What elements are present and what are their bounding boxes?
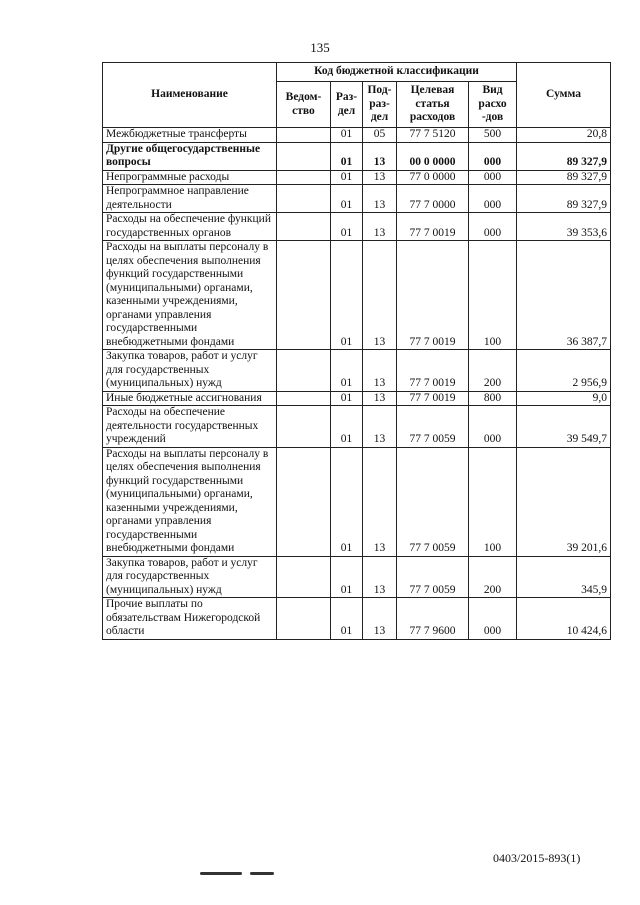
row-ved — [277, 128, 331, 143]
row-vid: 000 — [469, 406, 517, 448]
table-row — [103, 128, 611, 143]
row-vid: 200 — [469, 350, 517, 392]
row-ved — [277, 142, 331, 170]
row-sum: 89 327,9 — [517, 185, 611, 213]
header-ved: Ведом-ство — [277, 82, 331, 128]
row-razdel: 01 — [331, 447, 363, 556]
header-podrazdel: Под-раз-дел — [363, 82, 397, 128]
table-row — [103, 185, 611, 213]
row-sum: 2 956,9 — [517, 350, 611, 392]
row-vid: 000 — [469, 213, 517, 241]
table-row — [103, 241, 611, 350]
table-row — [103, 142, 611, 170]
row-name: Расходы на выплаты персоналу в целях обеспечения выполнения функций государственными (муниципальными) органами, казенными учреждениями, органами управления государственными внебюджетными фондами — [103, 241, 277, 350]
row-sum: 10 424,6 — [517, 598, 611, 640]
row-razdel: 01 — [331, 598, 363, 640]
row-name: Межбюджетные трансферты — [103, 128, 277, 143]
row-sum: 39 353,6 — [517, 213, 611, 241]
row-podrazdel: 13 — [363, 391, 397, 406]
table-row — [103, 598, 611, 640]
row-target: 77 7 0019 — [397, 213, 469, 241]
row-razdel: 01 — [331, 170, 363, 185]
row-name: Расходы на обеспечение функций государственных органов — [103, 213, 277, 241]
row-name: Закупка товаров, работ и услуг для государственных (муниципальных) нужд — [103, 556, 277, 598]
row-podrazdel: 13 — [363, 170, 397, 185]
scan-artifact-mark — [200, 872, 242, 875]
header-sum: Сумма — [517, 63, 611, 128]
row-vid: 100 — [469, 241, 517, 350]
row-podrazdel: 13 — [363, 142, 397, 170]
row-razdel: 01 — [331, 406, 363, 448]
row-vid: 000 — [469, 598, 517, 640]
row-vid: 000 — [469, 170, 517, 185]
row-vid: 000 — [469, 185, 517, 213]
row-target: 77 7 0019 — [397, 350, 469, 392]
row-ved — [277, 447, 331, 556]
scan-artifact-mark — [250, 872, 274, 875]
row-sum: 89 327,9 — [517, 170, 611, 185]
row-ved — [277, 185, 331, 213]
row-target: 00 0 0000 — [397, 142, 469, 170]
row-sum: 39 201,6 — [517, 447, 611, 556]
row-target: 77 7 0059 — [397, 447, 469, 556]
table-row — [103, 170, 611, 185]
table-row — [103, 391, 611, 406]
header-vid: Вид расхо -дов — [469, 82, 517, 128]
table-row — [103, 447, 611, 556]
row-name: Закупка товаров, работ и услуг для государственных (муниципальных) нужд — [103, 350, 277, 392]
row-target: 77 0 0000 — [397, 170, 469, 185]
header-name: Наименование — [103, 63, 277, 128]
header-code-group: Код бюджетной классификации — [277, 63, 517, 82]
row-vid: 800 — [469, 391, 517, 406]
row-ved — [277, 598, 331, 640]
row-ved — [277, 170, 331, 185]
row-sum: 39 549,7 — [517, 406, 611, 448]
row-sum: 36 387,7 — [517, 241, 611, 350]
row-target: 77 7 0059 — [397, 406, 469, 448]
row-target: 77 7 9600 — [397, 598, 469, 640]
table-row — [103, 213, 611, 241]
row-ved — [277, 406, 331, 448]
row-podrazdel: 13 — [363, 598, 397, 640]
row-sum: 20,8 — [517, 128, 611, 143]
row-ved — [277, 391, 331, 406]
row-podrazdel: 13 — [363, 556, 397, 598]
row-ved — [277, 350, 331, 392]
row-podrazdel: 13 — [363, 406, 397, 448]
row-sum: 345,9 — [517, 556, 611, 598]
row-podrazdel: 13 — [363, 185, 397, 213]
row-name: Непрограммные расходы — [103, 170, 277, 185]
row-podrazdel: 13 — [363, 241, 397, 350]
row-name: Иные бюджетные ассигнования — [103, 391, 277, 406]
row-podrazdel: 05 — [363, 128, 397, 143]
row-razdel: 01 — [331, 350, 363, 392]
row-sum: 89 327,9 — [517, 142, 611, 170]
row-name: Расходы на обеспечение деятельности государственных учреждений — [103, 406, 277, 448]
row-target: 77 7 5120 — [397, 128, 469, 143]
row-razdel: 01 — [331, 241, 363, 350]
row-vid: 200 — [469, 556, 517, 598]
row-podrazdel: 13 — [363, 350, 397, 392]
budget-table — [102, 62, 611, 640]
row-ved — [277, 241, 331, 350]
row-sum: 9,0 — [517, 391, 611, 406]
row-target: 77 7 0019 — [397, 391, 469, 406]
row-podrazdel: 13 — [363, 213, 397, 241]
row-name: Расходы на выплаты персоналу в целях обеспечения выполнения функций государственными (муниципальными) органами, казенными учреждениями, органами управления государственными внебюджетными фондами — [103, 447, 277, 556]
table-row — [103, 556, 611, 598]
document-number: 0403/2015-893(1) — [493, 851, 581, 865]
header-target: Целевая статья расходов — [397, 82, 469, 128]
row-vid: 000 — [469, 142, 517, 170]
row-target: 77 7 0000 — [397, 185, 469, 213]
row-razdel: 01 — [331, 128, 363, 143]
row-razdel: 01 — [331, 556, 363, 598]
header-razdel: Раз-дел — [331, 82, 363, 128]
row-name: Прочие выплаты по обязательствам Нижегородской области — [103, 598, 277, 640]
row-vid: 500 — [469, 128, 517, 143]
row-razdel: 01 — [331, 142, 363, 170]
row-target: 77 7 0059 — [397, 556, 469, 598]
row-podrazdel: 13 — [363, 447, 397, 556]
table-row — [103, 406, 611, 448]
row-ved — [277, 213, 331, 241]
header-row-top — [103, 63, 611, 82]
table-row — [103, 350, 611, 392]
page-number: 135 — [310, 40, 330, 55]
row-target: 77 7 0019 — [397, 241, 469, 350]
row-razdel: 01 — [331, 185, 363, 213]
row-name: Другие общегосударственные вопросы — [103, 142, 277, 170]
row-razdel: 01 — [331, 391, 363, 406]
row-vid: 100 — [469, 447, 517, 556]
row-razdel: 01 — [331, 213, 363, 241]
row-name: Непрограммное направление деятельности — [103, 185, 277, 213]
row-ved — [277, 556, 331, 598]
